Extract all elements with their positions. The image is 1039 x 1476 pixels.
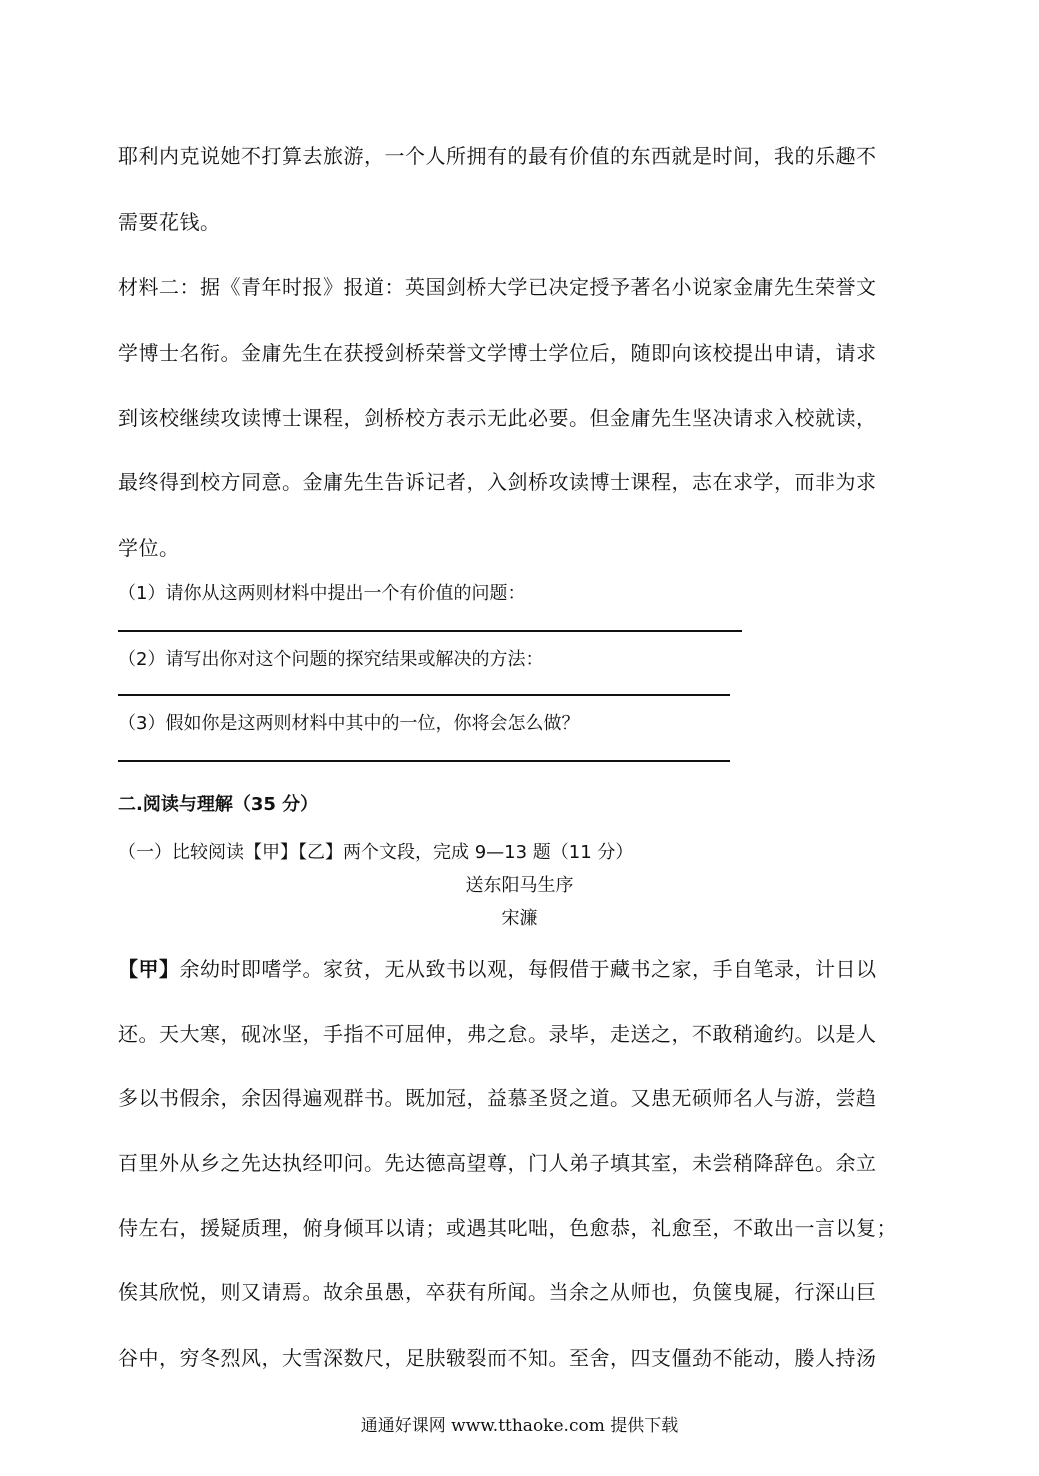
essay-line-6: 俟其欣悦，则又请焉。故余虽愚，卒获有所闻。当余之从师也，负箧曳屣，行深山巨 [118, 1280, 877, 1304]
page-footer: 通通好课网 www.tthaoke.com 提供下载 [360, 1416, 679, 1436]
section-title: 二.阅读与理解（35 分） [118, 794, 319, 815]
question-2: （2）请写出你对这个问题的探究结果或解决的方法： [118, 649, 544, 670]
material-two-line-5: 学位。 [118, 536, 180, 560]
material-two-line-3: 到该校继续攻读博士课程，剑桥校方表示无此必要。但金庸先生坚决请求入校就读， [118, 406, 877, 430]
essay-line-1-text: 余幼时即嗜学。家贫，无从致书以观，每假借于藏书之家，手自笔录，计日以 [179, 957, 877, 981]
essay-line-4: 百里外从乡之先达执经叩问。先达德高望尊，门人弟子填其室，未尝稍降辞色。余立 [118, 1151, 877, 1175]
question-3: （3）假如你是这两则材料中其中的一位，你将会怎么做？ [118, 713, 580, 734]
material-one-line-2: 需要花钱。 [118, 210, 221, 234]
essay-line-3: 多以书假余，余因得遍观群书。既加冠，益慕圣贤之道。又患无硕师名人与游，尝趋 [118, 1086, 877, 1110]
material-two-line-4: 最终得到校方同意。金庸先生告诉记者，入剑桥攻读博士课程，志在求学，而非为求 [118, 470, 877, 494]
essay-line-1 [118, 953, 877, 982]
subsection-title: （一）比较阅读【甲】【乙】两个文段，完成 9—13 题（11 分） [118, 842, 634, 863]
material-two-line-2: 学博士名衔。金庸先生在获授剑桥荣誉文学博士学位后，随即向该校提出申请，请求 [118, 341, 877, 365]
material-two-line-1: 材料二：据《青年时报》报道：英国剑桥大学已决定授予著名小说家金庸先生荣誉文 [118, 275, 877, 299]
essay-label: 【甲】 [118, 957, 180, 981]
answer-line-1 [118, 630, 742, 632]
question-1: （1）请你从这两则材料中提出一个有价值的问题： [118, 583, 526, 604]
essay-line-7: 谷中，穷冬烈风，大雪深数尺，足肤皲裂而不知。至舍，四支僵劲不能动，媵人持汤 [118, 1346, 877, 1370]
answer-line-2 [118, 694, 730, 696]
essay-author: 宋濂 [501, 908, 538, 929]
essay-title: 送东阳马生序 [465, 875, 574, 896]
answer-line-3 [118, 760, 730, 762]
essay-line-5: 侍左右，援疑质理，俯身倾耳以请；或遇其叱咄，色愈恭，礼愈至，不敢出一言以复； [118, 1216, 897, 1240]
essay-line-2: 还。天大寒，砚冰坚，手指不可屈伸，弗之怠。录毕，走送之，不敢稍逾约。以是人 [118, 1022, 877, 1046]
material-one-line-1: 耶利内克说她不打算去旅游，一个人所拥有的最有价值的东西就是时间，我的乐趣不 [118, 144, 877, 168]
